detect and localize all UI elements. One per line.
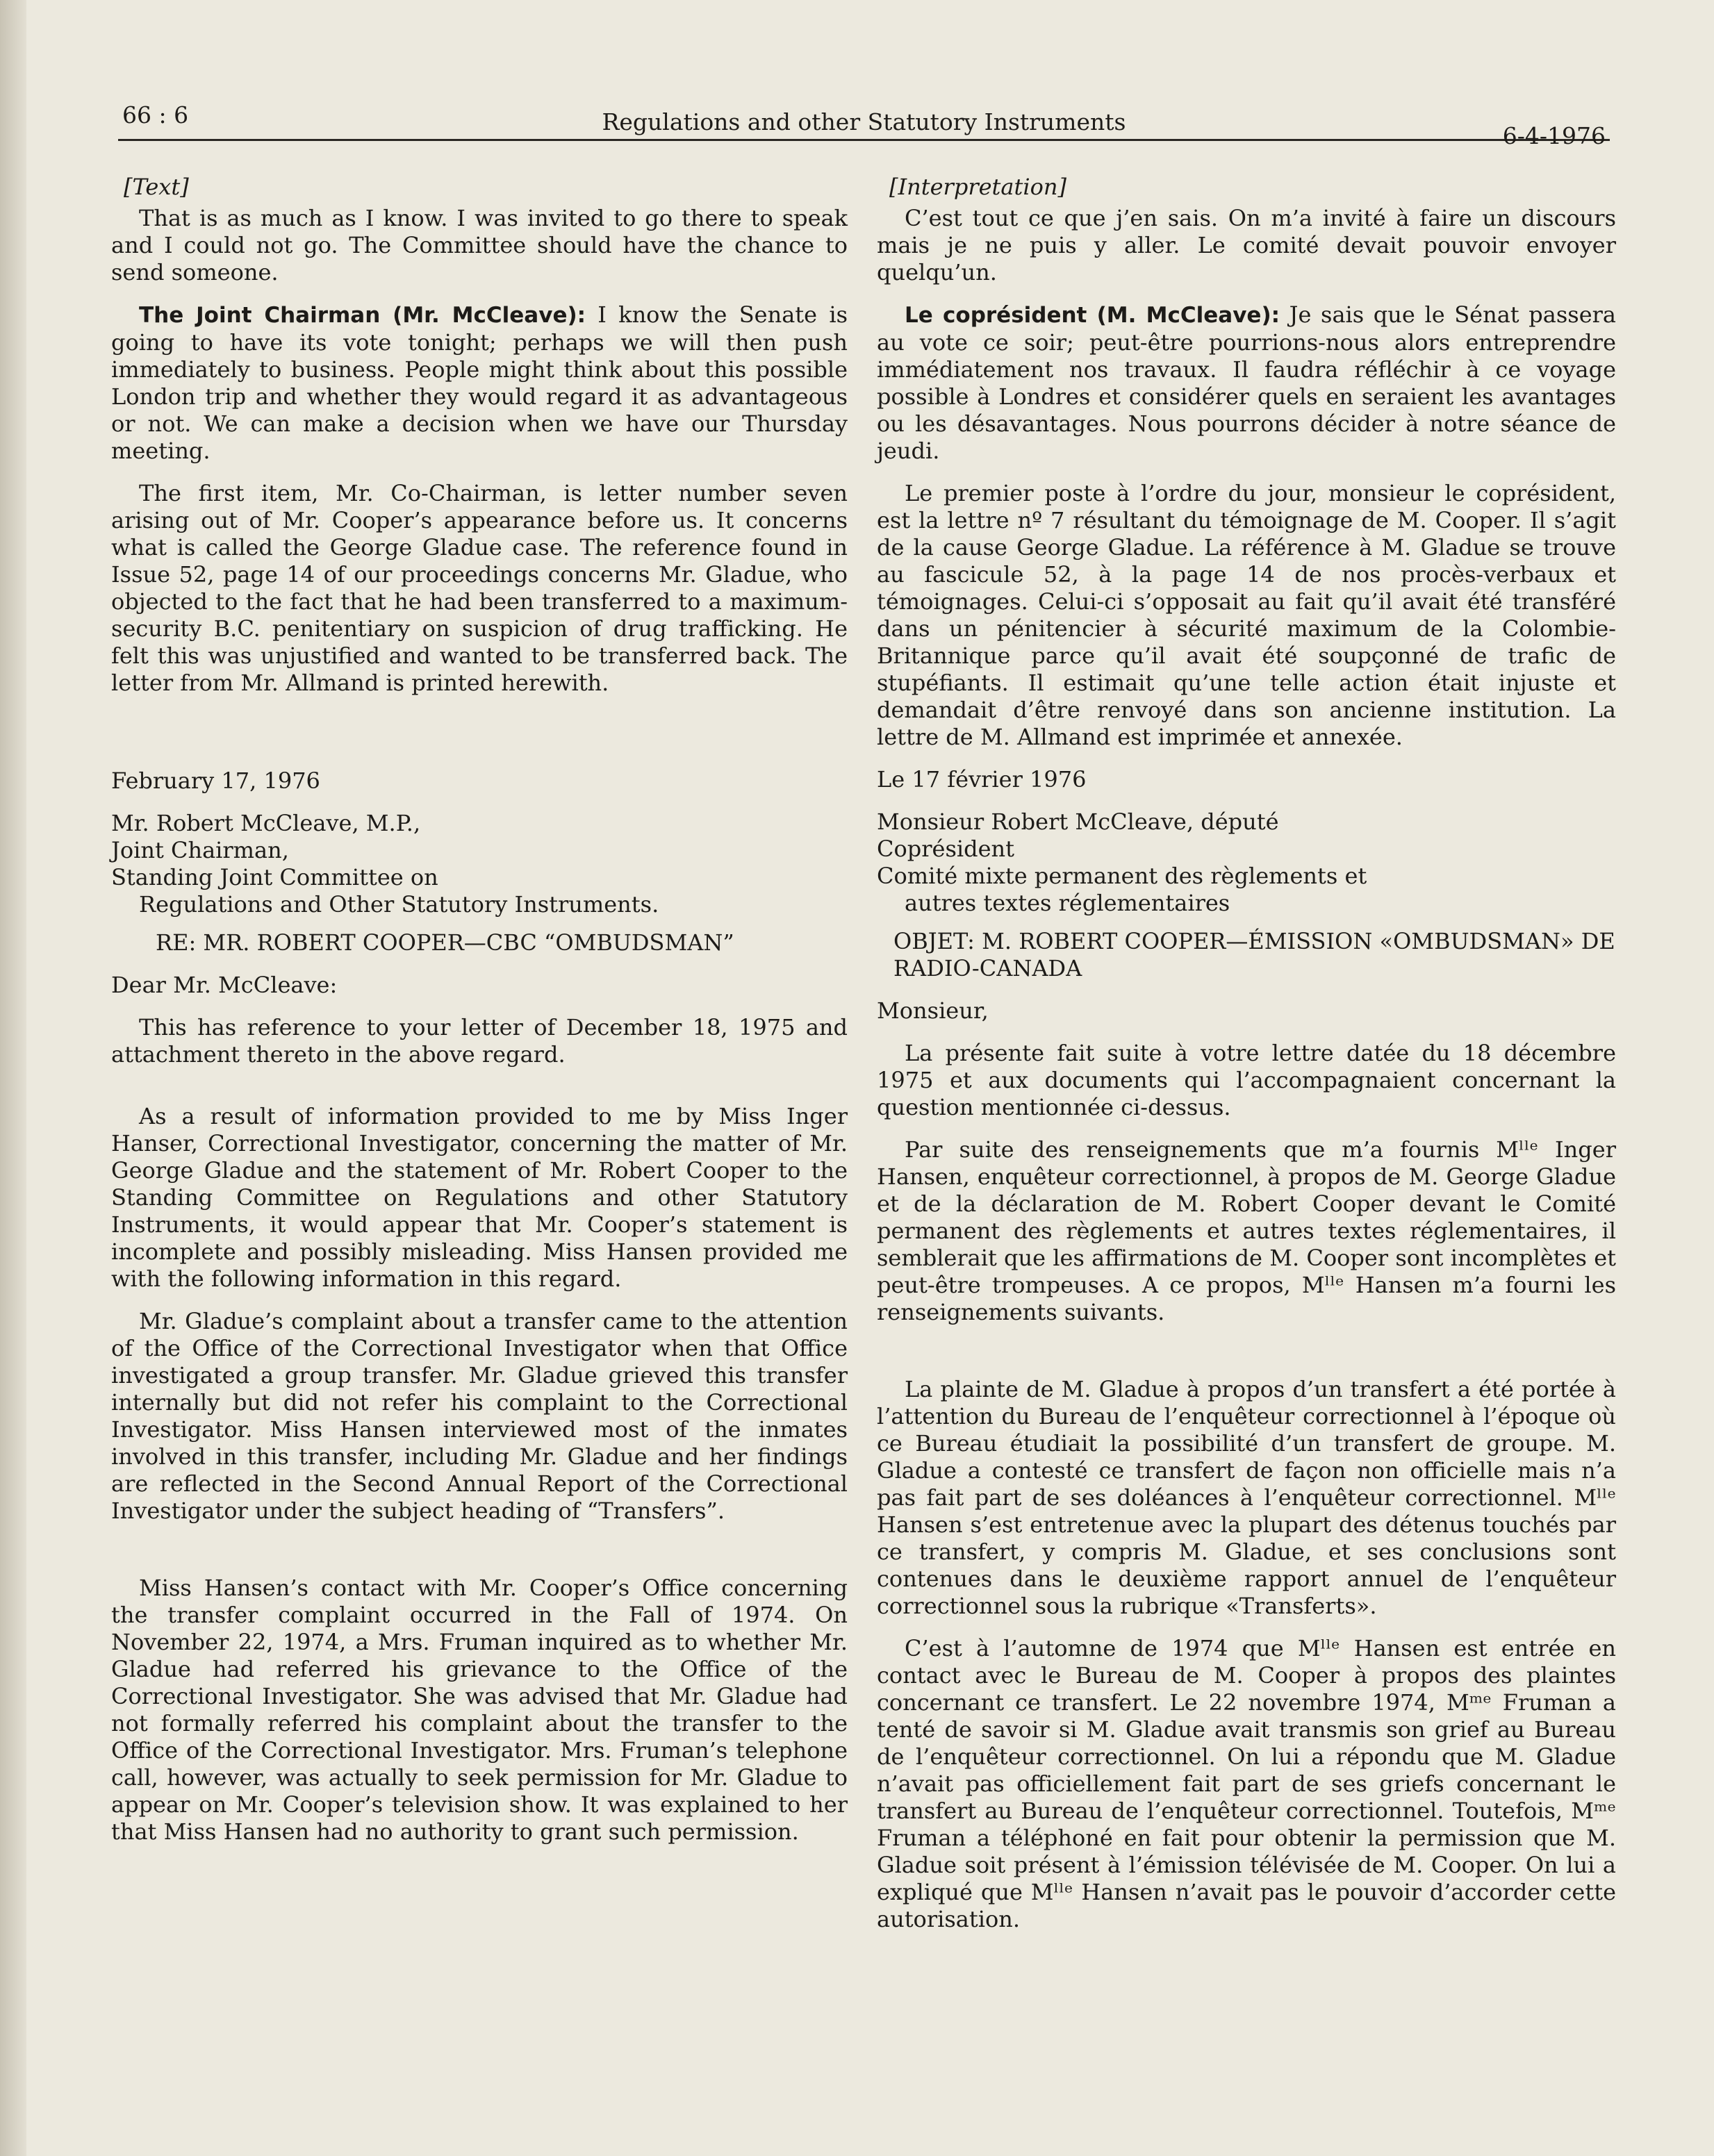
address-line: Regulations and Other Statutory Instruments. xyxy=(139,891,659,918)
paragraph: C’est tout ce que j’en sais. On m’a invité à faire un discours mais je ne puis y aller. Le comité devait pouvoir envoyer quelqu’un. xyxy=(877,205,1616,285)
letter-address xyxy=(111,810,848,918)
letter-address xyxy=(877,808,1616,917)
address-line: Coprésident xyxy=(877,836,1015,862)
page-header xyxy=(118,97,1610,149)
page-spine-shadow xyxy=(0,0,26,2156)
running-title: Regulations and other Statutory Instruments xyxy=(602,108,1126,135)
letter-paragraph: This has reference to your letter of December 18, 1975 and attachment thereto in the above regard. xyxy=(111,1014,848,1068)
speaker-text: I know the Senate is going to have its vote tonight; perhaps we will then push immediately to business. People might think about this possible London trip and whether they would regard it as advantageous or not. We can make a decision when we have our Thursday meeting. xyxy=(111,301,848,464)
paragraph: That is as much as I know. I was invited to go there to speak and I could not go. The Committee should have the chance to send someone. xyxy=(111,205,848,285)
french-column xyxy=(877,174,1616,1948)
salutation: Dear Mr. McCleave: xyxy=(111,972,338,998)
paragraph: Le premier poste à l’ordre du jour, monsieur le coprésident, est la lettre nº 7 résultant du témoignage de M. Cooper. Il s’agit de la cause George Gladue. La référence à M. Gladue se trouve au fascicule 52, à la page 14 de nos procès-verbaux et témoignages. Celui-ci s’opposait au fait qu’il avait été transféré dans un pénitencier à sécurité maximum de la Colombie-Britannique parce qu’il avait été soupçonné de trafic de stupéfiants. Il estimait qu’une telle action était injuste et demandait d’être renvoyé dans son ancienne institution. La lettre de M. Allmand est imprimée et annexée. xyxy=(877,480,1616,750)
letter-paragraph: La plainte de M. Gladue à propos d’un transfert a été portée à l’attention du Bureau de l’enquêteur correctionnel à l’époque où ce Bureau étudiait la possibilité d’un transfert de groupe. M. Gladue a contesté ce transfert de façon non officielle mais n’a pas fait part de ses doléances à l’enquêteur correctionnel. Mˡˡᵉ Hansen s’est entretenue avec la plupart des détenus touchés par ce transfert, y compris M. Gladue, et ses conclusions sont contenues dans le deuxième rapport annuel de l’enquêteur correctionnel sous la rubrique «Transferts». xyxy=(877,1376,1616,1619)
letter-paragraph: Miss Hansen’s contact with Mr. Cooper’s Office concerning the transfer complaint occurred in the Fall of 1974. On November 22, 1974, a Mrs. Fruman inquired as to whether Mr. Gladue had referred his grievance to the Office of the Correctional Investigator. She was advised that Mr. Gladue had not formally referred his complaint about the transfer to the Office of the Correctional Investigator. Mrs. Fruman’s telephone call, however, was actually to seek permission for Mr. Gladue to appear on Mr. Cooper’s television show. It was explained to her that Miss Hansen had no authority to grant such permission. xyxy=(111,1575,848,1845)
address-line: autres textes réglementaires xyxy=(905,890,1230,916)
speaker-name: The Joint Chairman (Mr. McCleave): xyxy=(139,303,586,328)
salutation: Monsieur, xyxy=(877,997,989,1024)
letter-subject: OBJET: M. ROBERT COOPER—ÉMISSION «OMBUDSMAN» DE RADIO-CANADA xyxy=(893,928,1615,981)
address-line: Mr. Robert McCleave, M.P., xyxy=(111,810,421,836)
letter-paragraph: Mr. Gladue’s complaint about a transfer came to the attention of the Office of the Correctional Investigator when that Office investigated a group transfer. Mr. Gladue grieved this transfer internally but did not refer his complaint to the Correctional Investigator. Miss Hansen interviewed most of the inmates involved in this transfer, including Mr. Gladue and her findings are reflected in the Second Annual Report of the Correctional Investigator under the subject heading of “Transfers”. xyxy=(111,1308,848,1524)
header-date: 6-4-1976 xyxy=(1502,122,1606,149)
address-line: Comité mixte permanent des règlements et xyxy=(877,863,1367,889)
speaker-paragraph xyxy=(877,301,1616,465)
letter-date: February 17, 1976 xyxy=(111,768,320,794)
page-number: 66 : 6 xyxy=(122,101,189,128)
speaker-text: Je sais que le Sénat passera au vote ce soir; peut-être pourrions-nous alors entreprendre immédiatement nos travaux. Il faudra réfléchir à ce voyage possible à Londres et considérer quels en seraient les avantages ou les désavantages. Nous pourrons décider à notre séance de jeudi. xyxy=(877,301,1617,464)
paragraph: The first item, Mr. Co-Chairman, is letter number seven arising out of Mr. Cooper’s appearance before us. It concerns what is called the George Gladue case. The reference found in Issue 52, page 14 of our proceedings concerns Mr. Gladue, who objected to the fact that he had been transferred to a maximum-security B.C. penitentiary on suspicion of drug trafficking. He felt this was unjustified and wanted to be transferred back. The letter from Mr. Allmand is printed herewith. xyxy=(111,480,848,696)
english-column xyxy=(111,174,848,1861)
speaker-name: Le coprésident (M. McCleave): xyxy=(905,303,1280,328)
letter-subject: RE: MR. ROBERT COOPER—CBC “OMBUDSMAN” xyxy=(156,929,734,956)
letter-paragraph: As a result of information provided to me by Miss Inger Hanser, Correctional Investigator, concerning the matter of Mr. George Gladue and the statement of Mr. Robert Cooper to the Standing Committee on Regulations and other Statutory Instruments, it would appear that Mr. Cooper’s statement is incomplete and possibly misleading. Miss Hansen provided me with the following information in this regard. xyxy=(111,1103,848,1292)
section-tag: [Text] xyxy=(124,174,189,200)
letter-paragraph: La présente fait suite à votre lettre datée du 18 décembre 1975 et aux documents qui l’accompagnaient concernant la question mentionnée ci-dessus. xyxy=(877,1040,1616,1120)
letter-date: Le 17 février 1976 xyxy=(877,766,1087,793)
speaker-paragraph xyxy=(111,301,848,465)
letter-paragraph: Par suite des renseignements que m’a fournis Mˡˡᵉ Inger Hansen, enquêteur correctionnel, à propos de M. George Gladue et de la déclaration de M. Robert Cooper devant le Comité permanent des règlements et autres textes réglementaires, il semblerait que les affirmations de M. Cooper sont incomplètes et peut-être trompeuses. A ce propos, Mˡˡᵉ Hansen m’a fourni les renseignements suivants. xyxy=(877,1136,1616,1325)
address-line: Standing Joint Committee on xyxy=(111,864,438,890)
address-line: Monsieur Robert McCleave, député xyxy=(877,808,1279,835)
section-tag: [Interpretation] xyxy=(889,174,1066,200)
letter-paragraph: C’est à l’automne de 1974 que Mˡˡᵉ Hansen est entrée en contact avec le Bureau de M. Cooper à propos des plaintes concernant ce transfert. Le 22 novembre 1974, Mᵐᵉ Fruman a tenté de savoir si M. Gladue avait transmis son grief au Bureau de l’enquêteur correctionnel. On lui a répondu que M. Gladue n’avait pas officiellement fait part de ses griefs concernant le transfert au Bureau de l’enquêteur correctionnel. Toutefois, Mᵐᵉ Fruman a téléphoné en fait pour obtenir la permission que M. Gladue soit présent à l’émission télévisée de M. Cooper. On lui a expliqué que Mˡˡᵉ Hansen n’avait pas le pouvoir d’accorder cette autorisation. xyxy=(877,1635,1616,1932)
address-line: Joint Chairman, xyxy=(111,837,289,863)
